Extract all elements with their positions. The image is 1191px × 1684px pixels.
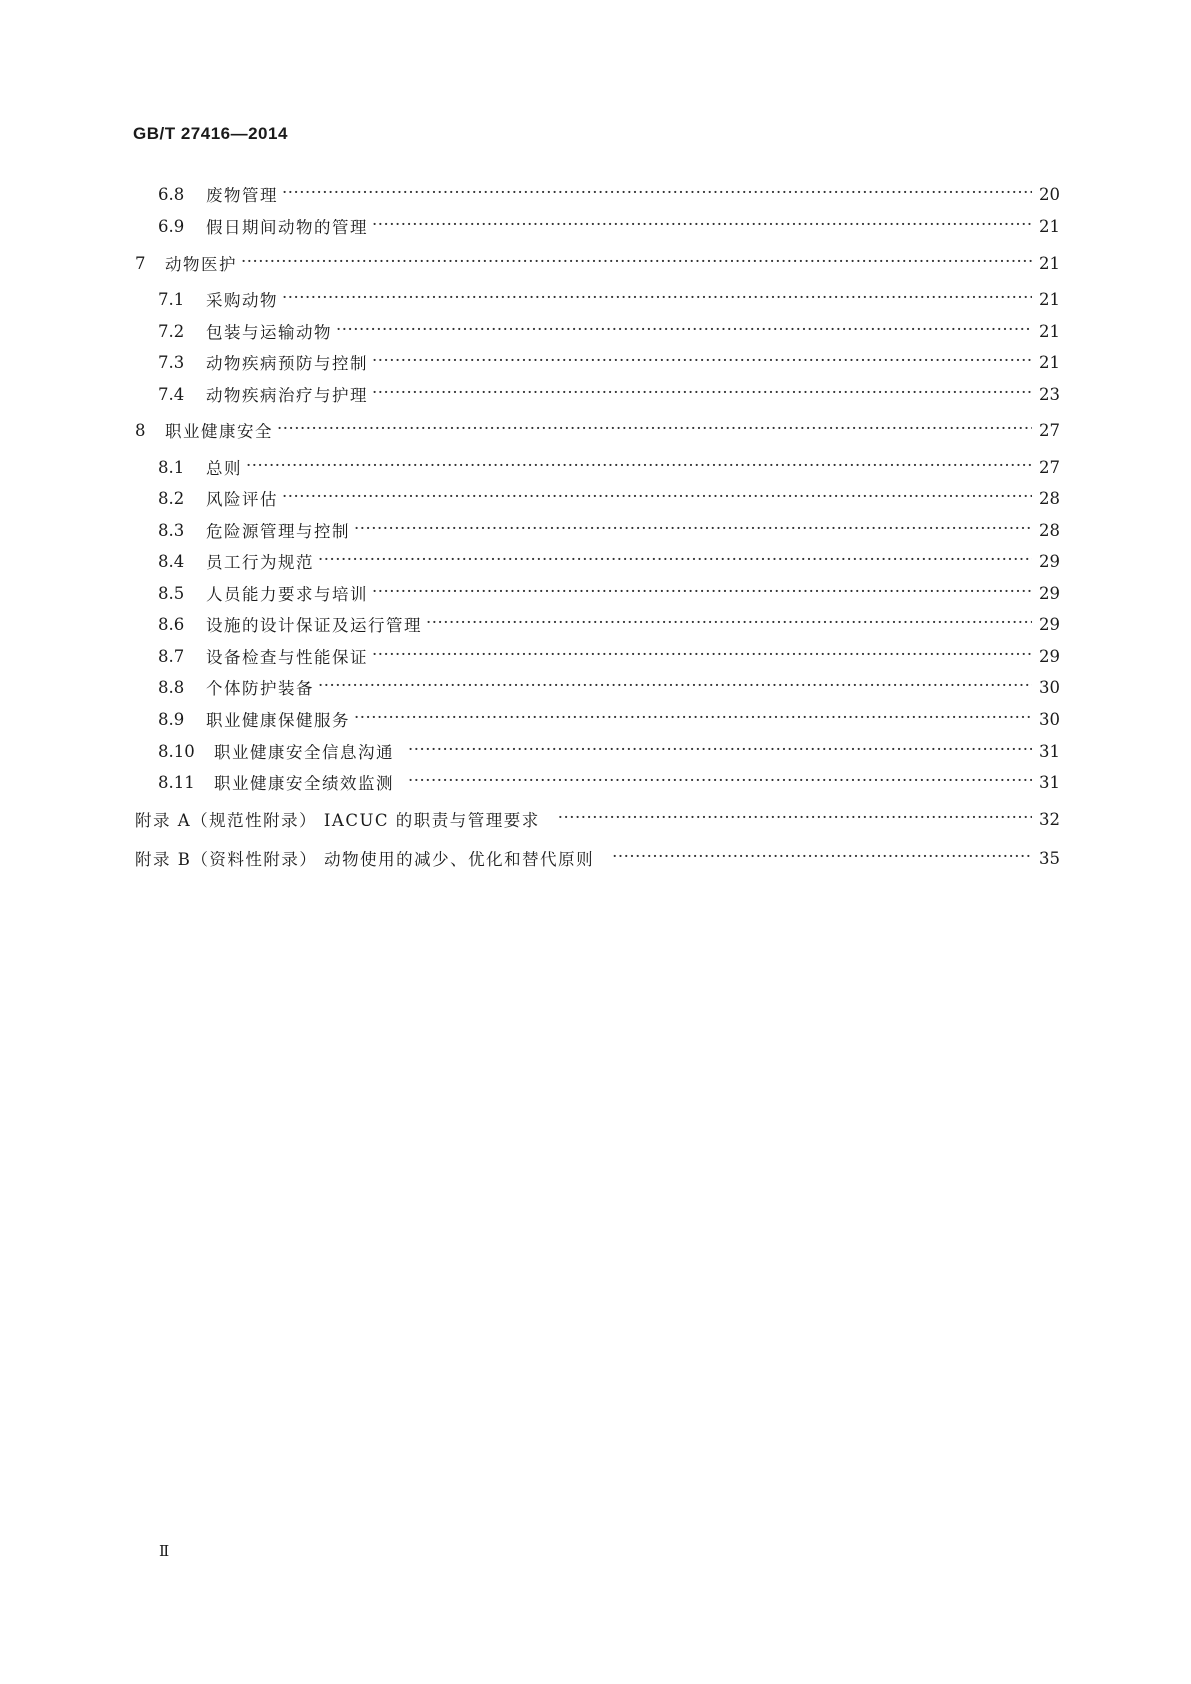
dot-leader: [246, 456, 1032, 478]
toc-entry-page: 31: [1039, 772, 1060, 792]
toc-entry-number: 8.7: [158, 646, 185, 666]
toc-entry-page: 29: [1039, 614, 1060, 634]
toc-entry-8-3[interactable]: [158, 517, 1060, 543]
toc-entry-7-4[interactable]: [158, 381, 1060, 407]
toc-entry-number: 8.5: [158, 583, 185, 603]
toc-entry-title: 设施的设计保证及运行管理: [206, 616, 422, 635]
toc-entry-7-3[interactable]: [158, 349, 1060, 375]
toc-entry-number: 8.3: [158, 520, 185, 540]
dot-leader: [277, 419, 1032, 441]
toc-entry-page: 28: [1039, 520, 1060, 540]
toc-entry-number: 7.3: [158, 352, 185, 372]
toc-entry-title: 包装与运输动物: [206, 323, 332, 342]
dot-leader: [372, 215, 1032, 237]
dot-leader: [372, 582, 1032, 604]
toc-entry-number: 8.11: [158, 772, 195, 792]
toc-entry-page: 29: [1039, 646, 1060, 666]
toc-entry-7-1[interactable]: [158, 286, 1060, 312]
toc-entry-title: 个体防护装备: [206, 679, 314, 698]
toc-entry-title: 风险评估: [206, 490, 278, 509]
page-number: Ⅱ: [159, 1542, 170, 1560]
toc-entry-number: 8.4: [158, 551, 185, 571]
toc-entry-title: 职业健康保健服务: [206, 711, 350, 730]
toc-entry-title: 动物疾病治疗与护理: [206, 386, 368, 405]
toc-entry-page: 27: [1039, 457, 1060, 477]
dot-leader: [318, 676, 1032, 698]
toc-entry-number: 8.6: [158, 614, 185, 634]
toc-entry-8-8[interactable]: [158, 674, 1060, 700]
toc-entry-page: 29: [1039, 583, 1060, 603]
toc-entry-number: 8.2: [158, 488, 185, 508]
dot-leader: [426, 613, 1032, 635]
toc-entry-8-11[interactable]: [158, 769, 1060, 795]
toc-entry-8-6[interactable]: [158, 611, 1060, 637]
dot-leader: [354, 708, 1032, 730]
dot-leader: [241, 252, 1032, 274]
dot-leader: [336, 320, 1032, 342]
toc-entry-page: 21: [1039, 321, 1060, 341]
toc-entry-8[interactable]: [135, 417, 1060, 443]
toc-entry-title: 附录 A（规范性附录） IACUC 的职责与管理要求: [135, 811, 540, 830]
toc-entry-title: 动物医护: [165, 255, 237, 274]
toc-entry-8-5[interactable]: [158, 580, 1060, 606]
toc-entry-page: 32: [1039, 809, 1060, 829]
toc-entry-page: 30: [1039, 677, 1060, 697]
dot-leader: [372, 383, 1032, 405]
toc-entry-6-8[interactable]: [158, 181, 1060, 207]
toc-entry-number: 7.2: [158, 321, 185, 341]
dot-leader: [354, 519, 1032, 541]
toc-entry-title: 设备检查与性能保证: [206, 648, 368, 667]
toc-entry-number: 8.10: [158, 741, 195, 761]
toc-entry-title: 废物管理: [206, 186, 278, 205]
dot-leader: [282, 487, 1032, 509]
toc-entry-8-4[interactable]: [158, 548, 1060, 574]
dot-leader: [558, 808, 1032, 830]
toc-entry-title: 动物疾病预防与控制: [206, 354, 368, 373]
toc-entry-number: 7.4: [158, 384, 185, 404]
toc-entry-page: 21: [1039, 289, 1060, 309]
dot-leader: [408, 771, 1032, 793]
toc-entry-8-2[interactable]: [158, 485, 1060, 511]
toc-entry-7[interactable]: [135, 250, 1060, 276]
toc-entry-8-10[interactable]: [158, 738, 1060, 764]
toc-entry-annex-a[interactable]: [135, 806, 1060, 832]
toc-entry-title: 员工行为规范: [206, 553, 314, 572]
toc-entry-page: 23: [1039, 384, 1060, 404]
toc-entry-page: 27: [1039, 420, 1060, 440]
dot-leader: [282, 183, 1032, 205]
toc-entry-title: 假日期间动物的管理: [206, 218, 368, 237]
toc-entry-8-7[interactable]: [158, 643, 1060, 669]
toc-entry-number: 7: [135, 253, 146, 273]
dot-leader: [318, 550, 1032, 572]
dot-leader: [408, 740, 1032, 762]
toc-entry-title: 附录 B（资料性附录） 动物使用的减少、优化和替代原则: [135, 850, 595, 869]
toc-entry-page: 30: [1039, 709, 1060, 729]
toc-entry-number: 8.9: [158, 709, 185, 729]
toc-entry-title: 人员能力要求与培训: [206, 585, 368, 604]
toc-entry-page: 21: [1039, 352, 1060, 372]
toc-entry-title: 职业健康安全信息沟通: [214, 743, 394, 762]
toc-entry-page: 35: [1039, 848, 1060, 868]
dot-leader: [372, 351, 1032, 373]
toc-entry-annex-b[interactable]: [135, 845, 1060, 871]
standard-code: GB/T 27416—2014: [133, 124, 288, 143]
toc-entry-page: 29: [1039, 551, 1060, 571]
toc-entry-7-2[interactable]: [158, 318, 1060, 344]
toc-entry-number: 6.9: [158, 216, 185, 236]
toc-entry-number: 8.8: [158, 677, 185, 697]
dot-leader: [282, 288, 1032, 310]
toc-entry-page: 31: [1039, 741, 1060, 761]
toc-entry-title: 总则: [206, 459, 242, 478]
toc-entry-number: 7.1: [158, 289, 185, 309]
dot-leader: [372, 645, 1032, 667]
toc-entry-page: 28: [1039, 488, 1060, 508]
toc-entry-number: 8.1: [158, 457, 185, 477]
dot-leader: [612, 847, 1032, 869]
toc-entry-title: 危险源管理与控制: [206, 522, 350, 541]
toc-entry-8-9[interactable]: [158, 706, 1060, 732]
toc-entry-title: 职业健康安全: [165, 422, 273, 441]
toc-entry-title: 职业健康安全绩效监测: [214, 774, 394, 793]
toc-entry-number: 8: [135, 420, 146, 440]
toc-entry-page: 21: [1039, 253, 1060, 273]
toc-entry-page: 21: [1039, 216, 1060, 236]
toc-entry-page: 20: [1039, 184, 1060, 204]
toc-entry-6-9[interactable]: [158, 213, 1060, 239]
toc-entry-8-1[interactable]: [158, 454, 1060, 480]
toc-entry-title: 采购动物: [206, 291, 278, 310]
toc-entry-number: 6.8: [158, 184, 185, 204]
